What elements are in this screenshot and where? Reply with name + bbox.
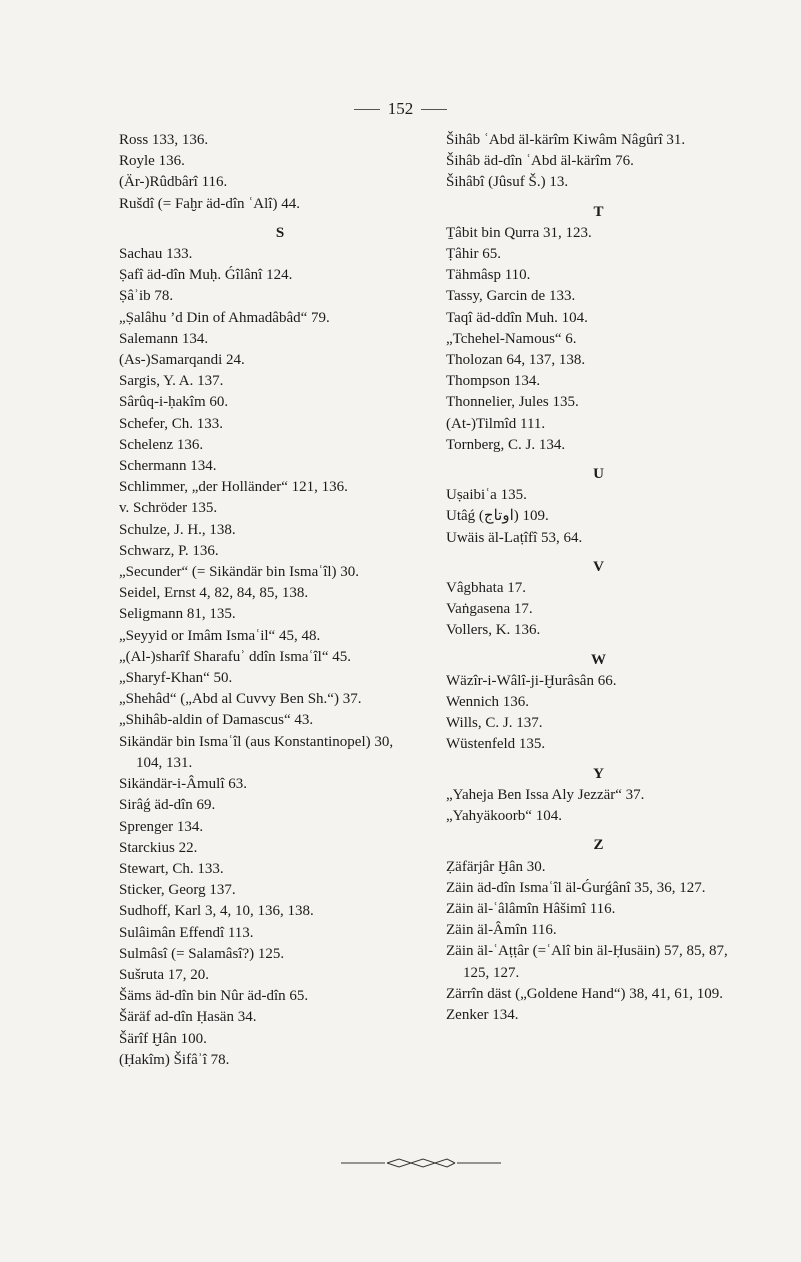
index-entry [119, 265, 441, 286]
index-entry-text: Tassy, Garcin de 133. [446, 288, 576, 305]
index-entry-text: „Shihâb-aldin of Damascus“ 43. [119, 712, 314, 729]
index-entry-text: „Shehâd“ („Abd al Cuvvy Ben Sh.“) 37. [119, 691, 362, 708]
index-entry-text: Sticker, Georg 137. [119, 882, 236, 899]
index-entry-text: Schwarz, P. 136. [119, 542, 219, 559]
index-entry [119, 626, 441, 647]
index-entry [119, 350, 441, 371]
index-entry-text: (Är-)Rûdbârî 116. [119, 174, 228, 191]
index-entry-text: Tholozan 64, 137, 138. [446, 352, 586, 369]
index-entry [119, 817, 441, 838]
index-entry [119, 244, 441, 265]
index-entry [446, 734, 751, 755]
index-entry [119, 520, 441, 541]
index-entry-text: Schulze, J. H., 138. [119, 521, 236, 538]
index-entry-text: Ẓäfärjâr Ḫân 30. [446, 858, 546, 875]
index-entry [446, 244, 751, 265]
index-entry-text: Vâgbhata 17. [446, 580, 526, 597]
index-entry-text: Salemann 134. [119, 330, 209, 347]
index-entry [446, 506, 751, 527]
section-letter-w: W [591, 651, 606, 668]
index-entry [119, 130, 441, 151]
index-entry [119, 477, 441, 498]
index-entry [446, 941, 751, 983]
index-entry-text: Zäin äl-Âmîn 116. [446, 922, 557, 939]
index-entry-text: Utâǵ (اوتاج) 109. [446, 508, 549, 525]
index-entry [119, 435, 441, 456]
index-entry [446, 286, 751, 307]
index-entry-text: Sachau 133. [119, 246, 193, 263]
index-entry-text: „Yahyäkoorb“ 104. [446, 808, 562, 825]
index-entry-continuation: 125, 127. [463, 964, 520, 981]
index-entry [446, 435, 751, 456]
index-entry-text: Zäin äd-dîn Ismaʿîl äl-Ǵurǵânî 35, 36, 127. [446, 879, 706, 896]
index-entry [446, 414, 751, 435]
index-entry-text: „Sharyf-Khan“ 50. [119, 670, 233, 687]
index-entry-text: Seidel, Ernst 4, 82, 84, 85, 138. [119, 585, 309, 602]
index-entry-text: Royle 136. [119, 153, 185, 170]
index-entry-text: Wüstenfeld 135. [446, 736, 546, 753]
index-entry-text: Stewart, Ch. 133. [119, 860, 224, 877]
index-entry-text: (Ḥakîm) Šifâʾî 78. [119, 1051, 230, 1068]
index-entry [446, 528, 751, 549]
index-entry-text: Sargis, Y. A. 137. [119, 373, 224, 390]
index-entry-text: Thonnelier, Jules 135. [446, 394, 579, 411]
page-number: 152 [387, 99, 414, 118]
index-entry [446, 308, 751, 329]
index-entry [446, 713, 751, 734]
index-entry-text: Schermann 134. [119, 458, 217, 475]
index-entry-text: Sirâǵ äd-dîn 69. [119, 797, 216, 814]
index-entry [119, 392, 441, 413]
index-entry [119, 986, 441, 1007]
index-entry-text: Sikändär bin Ismaʿîl (aus Konstantinopel) 30, [119, 733, 394, 750]
section-letter-z: Z [593, 837, 604, 854]
index-entry-text: Uwäis äl-Laṭîfî 53, 64. [446, 529, 583, 546]
section-letter-s: S [275, 224, 285, 241]
index-entry-text: Starckius 22. [119, 839, 198, 856]
index-entry [446, 806, 751, 827]
index-entry-text: „Yaheja Ben Issa Aly Jezzär“ 37. [446, 786, 645, 803]
index-entry [446, 485, 751, 506]
index-entry-text: Šärîf Ḫân 100. [119, 1030, 207, 1047]
index-entry-text: Zäin äl-ʿâlâmîn Hâšimî 116. [446, 900, 616, 917]
index-entry [119, 456, 441, 477]
index-entry-text: „(Al-)sharîf Sharafuʾ ddîn Ismaʿîl“ 45. [119, 648, 352, 665]
index-entry [446, 878, 751, 899]
index-entry-text: Sulmâsî (= Salamâsî?) 125. [119, 945, 285, 962]
index-entry [119, 859, 441, 880]
section-letter-v: V [593, 558, 604, 575]
index-entry [119, 795, 441, 816]
index-entry-text: Seligmann 81, 135. [119, 606, 236, 623]
section-letter-t: T [593, 203, 604, 220]
index-entry-text: „Tchehel-Namous“ 6. [446, 330, 577, 347]
index-entry-text: „Secunder“ (= Sikändär bin Ismaʿîl) 30. [119, 564, 360, 581]
index-entry-text: Zenker 134. [446, 1006, 519, 1023]
index-entry-text: Schefer, Ch. 133. [119, 415, 223, 432]
index-entry-text: Ṭâhir 65. [446, 246, 501, 263]
index-entry-text: Rušdî (= Faḫr äd-dîn ʿAlî) 44. [119, 195, 300, 212]
index-entry-text: Sudhoff, Karl 3, 4, 10, 136, 138. [119, 903, 314, 920]
index-entry [119, 541, 441, 562]
index-entry-text: Šihâb ʿAbd äl-kärîm Kiwâm Nâgûrî 31. [446, 132, 686, 148]
section-letter-y: Y [593, 765, 604, 782]
index-entry [119, 329, 441, 350]
index-entry-text: Šäräf ad-dîn Ḥasän 34. [119, 1009, 257, 1026]
index-entry-text: Vollers, K. 136. [446, 622, 541, 639]
index-entry-text: Wäzîr-i-Wâlî-ji-Ḫurâsân 66. [446, 672, 617, 689]
index-entry-text: „Ṣalâhu ’d Din of Ahmadâbâd“ 79. [119, 309, 330, 326]
header-rule-right [421, 109, 447, 110]
index-entry [119, 710, 441, 731]
index-entry-text: Sprenger 134. [119, 818, 204, 835]
index-entry [446, 899, 751, 920]
index-entry [119, 1050, 441, 1071]
index-entry-text: Zärrîn däst („Goldene Hand“) 38, 41, 61, 109. [446, 985, 724, 1002]
index-entry [446, 671, 751, 692]
index-entry [119, 583, 441, 604]
index-entry [446, 223, 751, 244]
index-entry-text: Sulâimân Effendî 113. [119, 924, 254, 941]
index-entry [119, 647, 441, 668]
index-column-right [446, 130, 751, 1026]
index-entry [119, 901, 441, 922]
index-column-left [119, 130, 441, 1071]
index-entry [119, 604, 441, 625]
index-entry-text: Schelenz 136. [119, 436, 204, 453]
index-entry [446, 620, 751, 641]
index-entry [446, 785, 751, 806]
end-ornament [341, 1157, 501, 1169]
index-entry [446, 920, 751, 941]
index-entry [446, 392, 751, 413]
index-entry [119, 838, 441, 859]
index-entry [446, 265, 751, 286]
index-entry-continuation: 104, 131. [136, 754, 193, 771]
index-entry-text: Tornberg, C. J. 134. [446, 436, 566, 453]
index-entry [119, 1029, 441, 1050]
index-entry [119, 414, 441, 435]
index-entry [446, 172, 751, 193]
index-entry [119, 965, 441, 986]
index-entry [119, 151, 441, 172]
index-entry-text: (At-)Tilmîd 111. [446, 415, 546, 432]
index-entry-text: (As-)Samarqandi 24. [119, 352, 245, 369]
index-entry-text: v. Schröder 135. [119, 500, 218, 517]
index-entry-text: Schlimmer, „der Holländer“ 121, 136. [119, 479, 348, 496]
index-entry-text: Zäin äl-ʿAṭṭâr (=ʿAlî bin äl-Ḥusäin) 57, 85, 87, [446, 943, 728, 960]
index-entry-text: Vaṅgasena 17. [446, 601, 533, 618]
index-entry [119, 1007, 441, 1028]
index-entry [446, 578, 751, 599]
index-entry-text: Uṣaibiʿa 135. [446, 487, 527, 504]
index-entry-text: Ṣâʾib 78. [119, 288, 174, 305]
index-entry [119, 689, 441, 710]
index-entry-text: Sârûq-i-ḥakîm 60. [119, 394, 229, 411]
index-entry-text: Sikändär-i-Âmulî 63. [119, 776, 248, 793]
page-header [0, 99, 801, 119]
index-entry [119, 194, 441, 215]
index-entry [446, 984, 751, 1005]
index-entry-text: Tähmâsp 110. [446, 267, 531, 284]
index-entry-text: Wills, C. J. 137. [446, 715, 543, 732]
index-entry [446, 692, 751, 713]
index-entry [119, 732, 441, 774]
index-entry [119, 371, 441, 392]
index-entry-text: Ṣafî äd-dîn Muḥ. Ǵîlânî 124. [119, 267, 293, 284]
index-entry [119, 286, 441, 307]
index-entry [446, 371, 751, 392]
index-entry-text: Sušruta 17, 20. [119, 966, 209, 983]
index-entry-text: Wennich 136. [446, 694, 529, 711]
index-entry [446, 599, 751, 620]
section-letter-u: U [593, 466, 604, 483]
index-entry [446, 151, 751, 172]
index-entry [446, 857, 751, 878]
index-entry [446, 130, 751, 151]
index-entry [119, 923, 441, 944]
index-entry [119, 774, 441, 795]
index-entry-text: Taqî äd-ddîn Muh. 104. [446, 309, 588, 326]
index-entry-text: Šäms äd-dîn bin Nûr äd-dîn 65. [119, 988, 309, 1005]
header-rule-left [354, 109, 380, 110]
index-entry-text: Šihâb äd-dîn ʿAbd äl-kärîm 76. [446, 153, 634, 170]
index-entry [446, 329, 751, 350]
index-entry [119, 944, 441, 965]
index-entry [446, 350, 751, 371]
index-entry-text: „Seyyid or Imâm Ismaʿil“ 45, 48. [119, 627, 321, 644]
index-entry [119, 172, 441, 193]
index-entry [119, 562, 441, 583]
index-entry [119, 668, 441, 689]
index-entry [119, 498, 441, 519]
index-entry [446, 1005, 751, 1026]
index-entry-text: Ross 133, 136. [119, 132, 209, 148]
index-entry [119, 308, 441, 329]
index-entry-text: Šihâbî (Jûsuf Š.) 13. [446, 174, 569, 191]
index-entry-text: Thompson 134. [446, 373, 541, 390]
index-entry [119, 880, 441, 901]
index-entry-text: Ṯâbit bin Qurra 31, 123. [446, 224, 592, 241]
